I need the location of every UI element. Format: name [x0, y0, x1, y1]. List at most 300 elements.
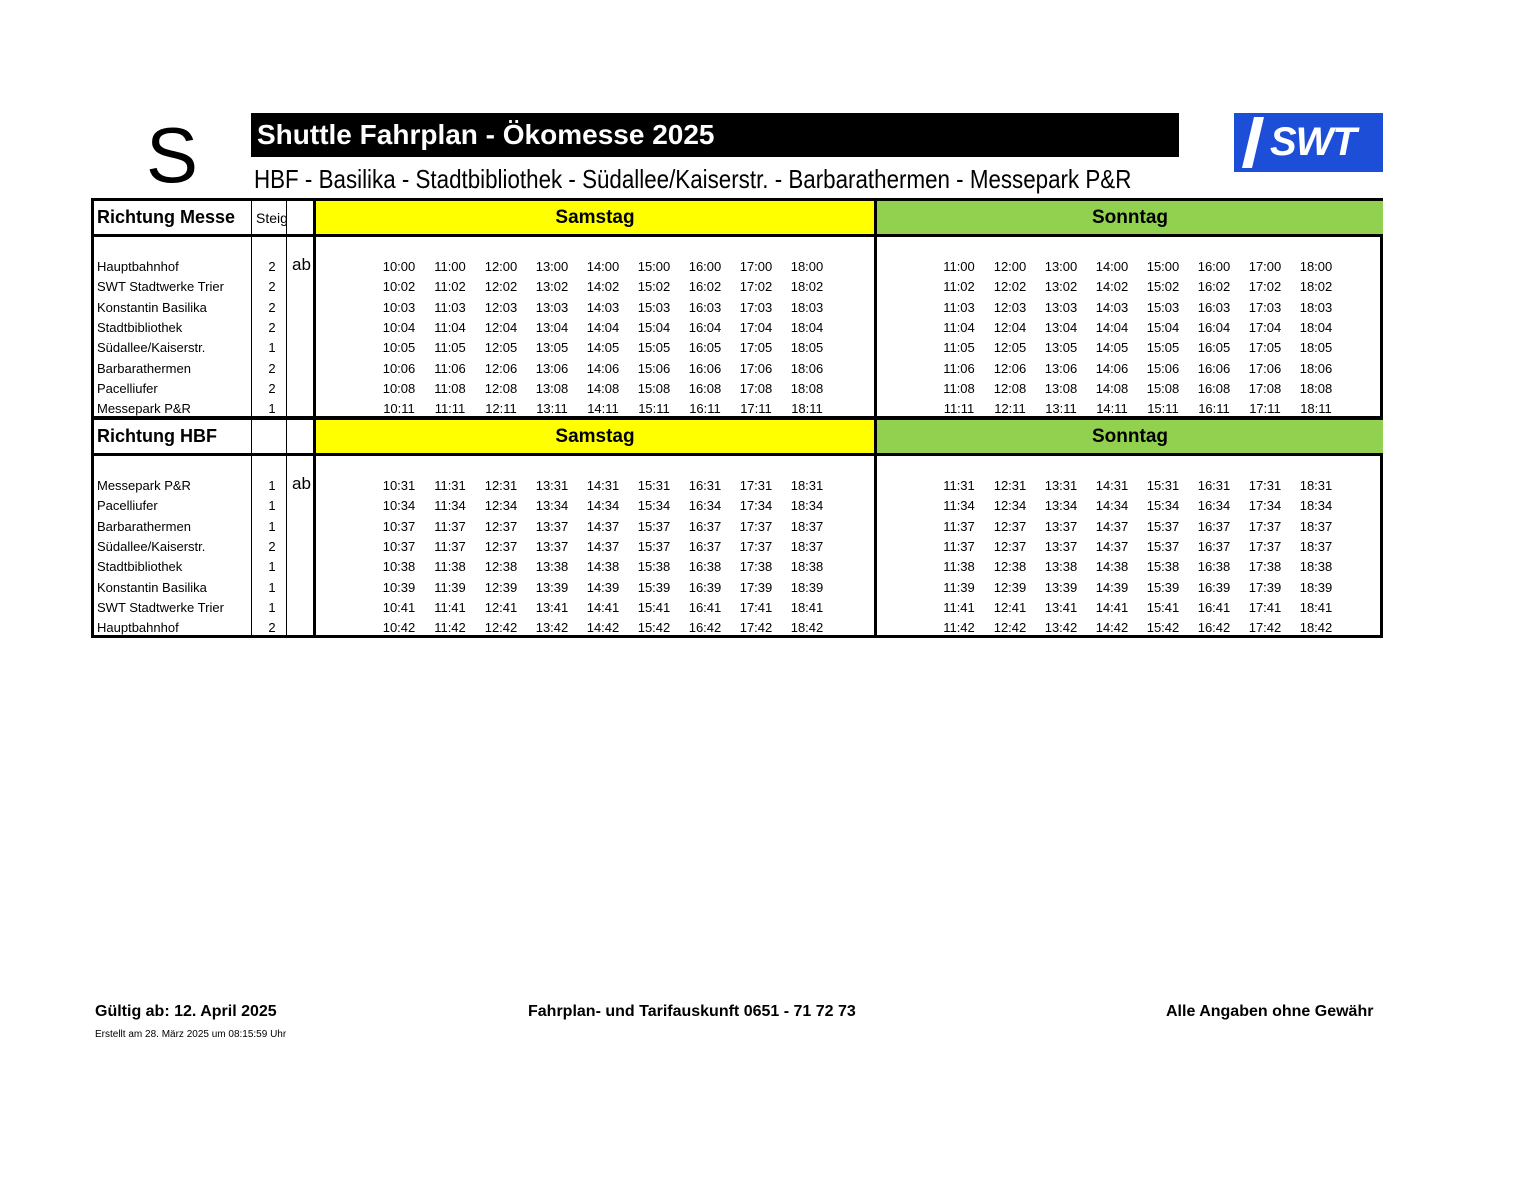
saturday-time: 11:00: [434, 259, 466, 274]
saturday-time: 17:00: [739, 259, 773, 274]
saturday-time: 11:34: [434, 498, 466, 513]
sunday-time: 13:08: [1044, 381, 1078, 396]
sunday-time: 17:06: [1248, 361, 1282, 376]
saturday-time: 16:39: [688, 580, 722, 595]
saturday-time: 10:00: [382, 259, 416, 274]
saturday-time: 10:05: [382, 340, 416, 355]
saturday-time: 15:02: [637, 279, 671, 294]
sunday-time: 11:34: [943, 498, 975, 513]
sunday-time: 14:37: [1095, 519, 1129, 534]
steig-value: 2: [268, 300, 276, 315]
sunday-time: 18:34: [1299, 498, 1333, 513]
sunday-time: 18:42: [1299, 620, 1333, 635]
sunday-time: 16:42: [1197, 620, 1231, 635]
saturday-time: 13:38: [535, 559, 569, 574]
sunday-time: 15:39: [1146, 580, 1180, 595]
sunday-time: 12:42: [993, 620, 1027, 635]
sunday-time: 18:02: [1299, 279, 1333, 294]
sunday-time: 13:39: [1044, 580, 1078, 595]
sunday-time: 11:39: [943, 580, 975, 595]
sunday-time: 15:04: [1146, 320, 1180, 335]
saturday-time: 16:00: [688, 259, 722, 274]
saturday-time: 15:38: [637, 559, 671, 574]
created-date: Erstellt am 28. März 2025 um 08:15:59 Uhr: [95, 1029, 287, 1040]
timetable-row: [94, 476, 1380, 496]
saturday-time: 15:41: [637, 600, 671, 615]
sunday-time: 18:31: [1299, 478, 1333, 493]
saturday-time: 12:37: [484, 539, 518, 554]
sunday-time: 17:38: [1248, 559, 1282, 574]
saturday-time: 14:11: [587, 401, 619, 416]
saturday-time: 11:08: [434, 381, 466, 396]
sunday-time: 14:11: [1096, 401, 1128, 416]
stop-name: Barbarathermen: [97, 361, 191, 376]
saturday-time: 17:38: [739, 559, 773, 574]
steig-value: 2: [268, 320, 276, 335]
saturday-time: 10:37: [382, 539, 416, 554]
timetable-row: [94, 379, 1380, 399]
saturday-time: 16:03: [688, 300, 722, 315]
sunday-time: 11:41: [943, 600, 975, 615]
stop-name: Messepark P&R: [97, 478, 191, 493]
saturday-time: 17:06: [739, 361, 773, 376]
sunday-time: 17:34: [1248, 498, 1282, 513]
saturday-time: 12:34: [484, 498, 518, 513]
ab-label: ab: [292, 255, 311, 274]
timetable-row: [94, 298, 1380, 318]
sunday-time: 15:37: [1146, 539, 1180, 554]
timetable-row: [94, 359, 1380, 379]
steig-value: 1: [268, 401, 276, 416]
sunday-time: 15:31: [1146, 478, 1180, 493]
sunday-time: 17:37: [1248, 519, 1282, 534]
saturday-time: 16:41: [688, 600, 722, 615]
sunday-time: 16:41: [1197, 600, 1231, 615]
saturday-time: 13:11: [536, 401, 568, 416]
sunday-time: 14:00: [1095, 259, 1129, 274]
ab-label: ab: [292, 474, 311, 493]
sunday-time: 13:02: [1044, 279, 1078, 294]
sunday-time: 11:37: [943, 539, 975, 554]
timetable-row: [94, 537, 1380, 557]
saturday-time: 17:08: [739, 381, 773, 396]
sunday-time: 11:04: [943, 320, 975, 335]
saturday-time: 18:31: [790, 478, 824, 493]
saturday-time: 16:02: [688, 279, 722, 294]
steig-value: 1: [268, 600, 276, 615]
saturday-time: 17:02: [739, 279, 773, 294]
saturday-time: 12:42: [484, 620, 518, 635]
sunday-time: 16:05: [1197, 340, 1231, 355]
sunday-time: 17:04: [1248, 320, 1282, 335]
saturday-time: 11:38: [434, 559, 466, 574]
saturday-time: 10:03: [382, 300, 416, 315]
saturday-time: 10:41: [382, 600, 416, 615]
steig-value: 1: [268, 478, 276, 493]
sunday-time: 11:08: [943, 381, 975, 396]
sunday-time: 12:11: [994, 401, 1026, 416]
sunday-time: 18:11: [1300, 401, 1332, 416]
sunday-time: 14:38: [1095, 559, 1129, 574]
saturday-time: 18:04: [790, 320, 824, 335]
saturday-time: 14:00: [586, 259, 620, 274]
sunday-time: 16:37: [1197, 519, 1231, 534]
sunday-time: 14:37: [1095, 539, 1129, 554]
saturday-time: 14:04: [586, 320, 620, 335]
saturday-time: 15:37: [637, 539, 671, 554]
sunday-time: 18:03: [1299, 300, 1333, 315]
saturday-time: 12:38: [484, 559, 518, 574]
timetable-row: [94, 277, 1380, 297]
sunday-time: 12:00: [993, 259, 1027, 274]
sunday-time: 18:41: [1299, 600, 1333, 615]
saturday-time: 14:37: [586, 519, 620, 534]
steig-value: 2: [268, 259, 276, 274]
sunday-time: 16:38: [1197, 559, 1231, 574]
sunday-time: 18:06: [1299, 361, 1333, 376]
sunday-time: 13:03: [1044, 300, 1078, 315]
sunday-time: 15:37: [1146, 519, 1180, 534]
saturday-time: 11:37: [434, 539, 466, 554]
sunday-time: 18:08: [1299, 381, 1333, 396]
sunday-time: 15:11: [1147, 401, 1179, 416]
saturday-time: 12:04: [484, 320, 518, 335]
timetable-row: [94, 598, 1380, 618]
saturday-time: 17:37: [739, 519, 773, 534]
sunday-time: 11:31: [943, 478, 975, 493]
sunday-time: 15:00: [1146, 259, 1180, 274]
timetable-row: [94, 496, 1380, 516]
saturday-time: 15:34: [637, 498, 671, 513]
saturday-time: 14:42: [586, 620, 620, 635]
saturday-time: 17:03: [739, 300, 773, 315]
saturday-time: 15:06: [637, 361, 671, 376]
stop-name: Stadtbibliothek: [97, 559, 183, 574]
saturday-time: 16:04: [688, 320, 722, 335]
saturday-time: 14:02: [586, 279, 620, 294]
saturday-time: 10:42: [382, 620, 416, 635]
saturday-time: 13:02: [535, 279, 569, 294]
sunday-time: 13:41: [1044, 600, 1078, 615]
sunday-time: 17:00: [1248, 259, 1282, 274]
stop-name: Konstantin Basilika: [97, 580, 207, 595]
saturday-time: 15:39: [637, 580, 671, 595]
steig-value: 1: [268, 580, 276, 595]
steig-value: 2: [268, 361, 276, 376]
saturday-time: 18:42: [790, 620, 824, 635]
stop-name: Stadtbibliothek: [97, 320, 183, 335]
sunday-time: 17:31: [1248, 478, 1282, 493]
direction-title: Richtung Messe: [97, 207, 236, 227]
saturday-time: 18:11: [791, 401, 823, 416]
stop-name: Hauptbahnhof: [97, 259, 179, 274]
sunday-time: 12:39: [993, 580, 1027, 595]
stop-name: Pacelliufer: [97, 381, 158, 396]
sunday-time: 11:03: [943, 300, 975, 315]
saturday-time: 13:00: [535, 259, 569, 274]
timetable-row: [94, 257, 1380, 277]
saturday-time: 16:42: [688, 620, 722, 635]
saturday-time: 11:04: [434, 320, 466, 335]
sunday-time: 13:34: [1044, 498, 1078, 513]
sunday-time: 16:31: [1197, 478, 1231, 493]
saturday-time: 13:42: [535, 620, 569, 635]
saturday-time: 16:11: [689, 401, 721, 416]
sunday-time: 12:02: [993, 279, 1027, 294]
saturday-time: 12:06: [484, 361, 518, 376]
sunday-time: 14:31: [1095, 478, 1129, 493]
sunday-time: 13:05: [1044, 340, 1078, 355]
steig-value: 2: [268, 620, 276, 635]
sunday-time: 15:02: [1146, 279, 1180, 294]
saturday-time: 12:41: [484, 600, 518, 615]
saturday-time: 17:11: [740, 401, 772, 416]
saturday-time: 16:37: [688, 539, 722, 554]
saturday-time: 10:38: [382, 559, 416, 574]
sunday-time: 13:00: [1044, 259, 1078, 274]
sunday-time: 16:00: [1197, 259, 1231, 274]
saturday-time: 17:05: [739, 340, 773, 355]
saturday-time: 10:31: [382, 478, 416, 493]
saturday-time: 18:06: [790, 361, 824, 376]
sunday-time: 13:37: [1044, 519, 1078, 534]
sunday-time: 17:02: [1248, 279, 1282, 294]
sunday-time: 12:06: [993, 361, 1027, 376]
stop-name: Südallee/Kaiserstr.: [97, 539, 206, 554]
saturday-time: 18:37: [790, 539, 824, 554]
timetable-richtung-hbf: [91, 417, 1383, 638]
saturday-time: 14:38: [586, 559, 620, 574]
sunday-time: 15:06: [1146, 361, 1180, 376]
line-letter: S: [146, 111, 199, 199]
sunday-time: 17:08: [1248, 381, 1282, 396]
saturday-time: 14:03: [586, 300, 620, 315]
sunday-time: 18:37: [1299, 519, 1333, 534]
saturday-time: 11:03: [434, 300, 466, 315]
sunday-time: 16:04: [1197, 320, 1231, 335]
sunday-time: 17:11: [1249, 401, 1281, 416]
sunday-time: 12:03: [993, 300, 1027, 315]
sunday-time: 12:37: [993, 539, 1027, 554]
sunday-time: 16:34: [1197, 498, 1231, 513]
steig-value: 2: [268, 539, 276, 554]
sunday-time: 17:03: [1248, 300, 1282, 315]
sunday-header: Sonntag: [877, 201, 1383, 234]
sunday-time: 11:38: [943, 559, 975, 574]
saturday-time: 12:03: [484, 300, 518, 315]
saturday-time: 14:37: [586, 539, 620, 554]
steig-value: 1: [268, 519, 276, 534]
saturday-time: 18:41: [790, 600, 824, 615]
sunday-time: 16:02: [1197, 279, 1231, 294]
sunday-time: 16:08: [1197, 381, 1231, 396]
saturday-time: 16:37: [688, 519, 722, 534]
saturday-time: 10:11: [383, 401, 415, 416]
sunday-time: 18:04: [1299, 320, 1333, 335]
saturday-time: 11:02: [434, 279, 466, 294]
saturday-time: 15:05: [637, 340, 671, 355]
saturday-header: Samstag: [316, 201, 874, 234]
saturday-time: 13:41: [535, 600, 569, 615]
saturday-time: 17:37: [739, 539, 773, 554]
timetable-row: [94, 399, 1380, 419]
saturday-header: Samstag: [316, 420, 874, 453]
saturday-time: 13:06: [535, 361, 569, 376]
sunday-time: 17:05: [1248, 340, 1282, 355]
saturday-time: 12:02: [484, 279, 518, 294]
sunday-time: 12:38: [993, 559, 1027, 574]
sunday-time: 15:08: [1146, 381, 1180, 396]
saturday-time: 12:00: [484, 259, 518, 274]
sunday-time: 12:04: [993, 320, 1027, 335]
saturday-time: 18:37: [790, 519, 824, 534]
saturday-time: 17:42: [739, 620, 773, 635]
saturday-time: 15:08: [637, 381, 671, 396]
timetable-row: [94, 618, 1380, 638]
saturday-time: 13:31: [535, 478, 569, 493]
sunday-time: 11:42: [943, 620, 975, 635]
valid-from: Gültig ab: 12. April 2025: [95, 1003, 277, 1020]
saturday-time: 11:06: [434, 361, 466, 376]
sunday-time: 15:42: [1146, 620, 1180, 635]
saturday-time: 12:39: [484, 580, 518, 595]
saturday-time: 14:05: [586, 340, 620, 355]
sunday-time: 16:06: [1197, 361, 1231, 376]
stop-name: Konstantin Basilika: [97, 300, 207, 315]
saturday-time: 15:31: [637, 478, 671, 493]
sunday-header: Sonntag: [877, 420, 1383, 453]
saturday-time: 13:34: [535, 498, 569, 513]
direction-title: Richtung HBF: [97, 426, 217, 446]
sunday-time: 15:41: [1146, 600, 1180, 615]
saturday-time: 10:06: [382, 361, 416, 376]
sunday-time: 14:03: [1095, 300, 1129, 315]
sunday-time: 12:05: [993, 340, 1027, 355]
saturday-time: 16:06: [688, 361, 722, 376]
saturday-time: 11:41: [434, 600, 466, 615]
sunday-time: 13:11: [1045, 401, 1077, 416]
saturday-time: 14:39: [586, 580, 620, 595]
sunday-time: 14:39: [1095, 580, 1129, 595]
sunday-time: 13:31: [1044, 478, 1078, 493]
saturday-time: 14:06: [586, 361, 620, 376]
steig-value: 2: [268, 381, 276, 396]
sunday-time: 12:34: [993, 498, 1027, 513]
saturday-time: 14:31: [586, 478, 620, 493]
saturday-time: 10:04: [382, 320, 416, 335]
stop-name: Pacelliufer: [97, 498, 158, 513]
saturday-time: 14:41: [586, 600, 620, 615]
saturday-time: 11:31: [434, 478, 466, 493]
saturday-time: 13:37: [535, 519, 569, 534]
sunday-time: 17:41: [1248, 600, 1282, 615]
sunday-time: 12:41: [993, 600, 1027, 615]
sunday-time: 14:02: [1095, 279, 1129, 294]
saturday-time: 12:11: [485, 401, 517, 416]
saturday-time: 16:08: [688, 381, 722, 396]
saturday-time: 13:03: [535, 300, 569, 315]
sunday-time: 12:37: [993, 519, 1027, 534]
saturday-time: 12:08: [484, 381, 518, 396]
saturday-time: 18:05: [790, 340, 824, 355]
sunday-time: 14:05: [1095, 340, 1129, 355]
saturday-time: 11:05: [434, 340, 466, 355]
stop-name: Messepark P&R: [97, 401, 191, 416]
stop-name: Hauptbahnhof: [97, 620, 179, 635]
saturday-time: 15:03: [637, 300, 671, 315]
saturday-time: 16:38: [688, 559, 722, 574]
saturday-time: 18:39: [790, 580, 824, 595]
saturday-time: 17:31: [739, 478, 773, 493]
sunday-time: 11:00: [943, 259, 975, 274]
saturday-time: 18:02: [790, 279, 824, 294]
saturday-time: 11:37: [434, 519, 466, 534]
saturday-time: 11:11: [434, 401, 466, 416]
sunday-time: 17:42: [1248, 620, 1282, 635]
sunday-time: 14:06: [1095, 361, 1129, 376]
saturday-time: 13:05: [535, 340, 569, 355]
sunday-time: 18:38: [1299, 559, 1333, 574]
page-title: Shuttle Fahrplan - Ökomesse 2025: [251, 113, 1179, 157]
info-hotline: Fahrplan- und Tarifauskunft 0651 - 71 72 73: [528, 1003, 856, 1020]
saturday-time: 11:42: [434, 620, 466, 635]
steig-value: 1: [268, 559, 276, 574]
saturday-time: 15:00: [637, 259, 671, 274]
timetable-row: [94, 318, 1380, 338]
sunday-time: 12:31: [993, 478, 1027, 493]
saturday-time: 10:37: [382, 519, 416, 534]
logo-text: SWT: [1270, 120, 1356, 164]
saturday-time: 10:39: [382, 580, 416, 595]
timetable-row: [94, 557, 1380, 577]
saturday-time: 18:00: [790, 259, 824, 274]
sunday-time: 15:03: [1146, 300, 1180, 315]
saturday-time: 17:34: [739, 498, 773, 513]
timetable-row: [94, 517, 1380, 537]
saturday-time: 13:39: [535, 580, 569, 595]
sunday-time: 13:37: [1044, 539, 1078, 554]
disclaimer: Alle Angaben ohne Gewähr: [1166, 1003, 1374, 1020]
saturday-time: 18:03: [790, 300, 824, 315]
saturday-time: 17:04: [739, 320, 773, 335]
sunday-time: 14:04: [1095, 320, 1129, 335]
sunday-time: 11:02: [943, 279, 975, 294]
sunday-time: 14:41: [1095, 600, 1129, 615]
saturday-time: 15:11: [638, 401, 670, 416]
sunday-time: 14:08: [1095, 381, 1129, 396]
timetable-richtung-messe: [91, 198, 1383, 419]
sunday-time: 18:39: [1299, 580, 1333, 595]
saturday-time: 15:04: [637, 320, 671, 335]
saturday-time: 11:39: [434, 580, 466, 595]
sunday-time: 14:42: [1095, 620, 1129, 635]
saturday-time: 17:39: [739, 580, 773, 595]
saturday-time: 15:37: [637, 519, 671, 534]
sunday-time: 11:05: [943, 340, 975, 355]
steig-header: Steig: [256, 210, 288, 226]
saturday-time: 15:42: [637, 620, 671, 635]
saturday-time: 17:41: [739, 600, 773, 615]
sunday-time: 13:06: [1044, 361, 1078, 376]
saturday-time: 10:34: [382, 498, 416, 513]
saturday-time: 14:34: [586, 498, 620, 513]
sunday-time: 16:11: [1198, 401, 1230, 416]
sunday-time: 17:39: [1248, 580, 1282, 595]
sunday-time: 15:05: [1146, 340, 1180, 355]
stop-name: Südallee/Kaiserstr.: [97, 340, 206, 355]
sunday-time: 15:38: [1146, 559, 1180, 574]
stop-name: SWT Stadtwerke Trier: [97, 279, 224, 294]
